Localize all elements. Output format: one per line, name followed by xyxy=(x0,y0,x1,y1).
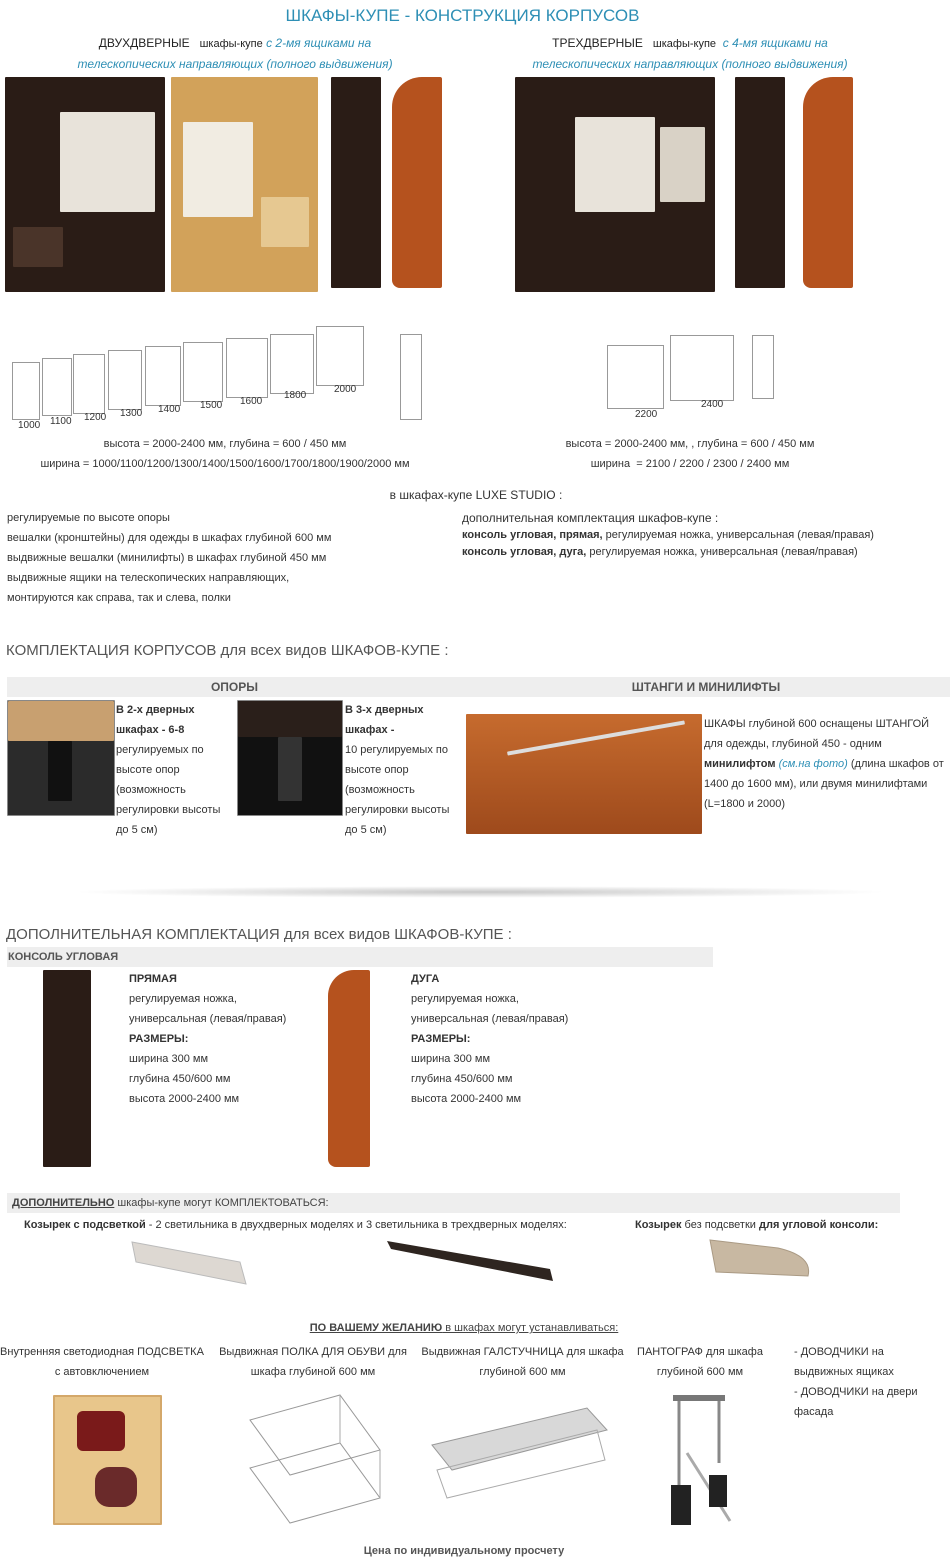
see-photo-link[interactable]: (см.на фото) xyxy=(778,758,848,770)
sketch-label: 1800 xyxy=(284,390,307,401)
two-door-sketches xyxy=(8,320,438,430)
rods-line: (длина шкафов от xyxy=(850,758,944,770)
extra-straight-desc: регулируемая ножка, универсальная (левая/правая) xyxy=(602,529,874,541)
straight-console-image xyxy=(43,970,91,1167)
straight-title: ПРЯМАЯ xyxy=(129,973,177,985)
supports-three-door xyxy=(345,700,463,840)
supports-two-door-line: шкафах - 6-8 xyxy=(116,724,185,736)
visor-unlit-name: Козырек xyxy=(635,1219,682,1231)
visor-unlit-desc: без подсветки xyxy=(681,1219,759,1231)
option-led-line: Внутренняя светодиодная ПОДСВЕТКА xyxy=(0,1346,204,1358)
three-door-sketches xyxy=(605,325,805,420)
two-door-type: шкафы-купе xyxy=(199,38,263,50)
sketch-label: 1400 xyxy=(158,404,181,415)
two-door-wardrobe-photo xyxy=(5,77,165,292)
option-pantograph-caption xyxy=(632,1342,768,1382)
two-door-rails: телескопических направляющих (полного выдвижения) xyxy=(77,57,393,71)
supports-three-door-line: (возможность xyxy=(345,784,415,796)
option-tie-caption xyxy=(420,1342,625,1382)
section-additional-equipment: ДОПОЛНИТЕЛЬНАЯ КОМПЛЕКТАЦИЯ для всех видов ШКАФОВ-КУПЕ : xyxy=(6,926,512,943)
extra-equipment-heading: дополнительная комплектация шкафов-купе : xyxy=(462,511,719,525)
option-led-line: с автовключением xyxy=(54,1366,150,1378)
three-door-wardrobe-photo xyxy=(515,77,715,292)
visor-lit-caption xyxy=(24,1215,584,1235)
sketch-label: 1000 xyxy=(18,420,41,431)
supports-two-door-line: до 5 см) xyxy=(116,824,158,836)
led-lighting-image xyxy=(53,1395,162,1525)
option-tie-line: Выдвижная ГАЛСТУЧНИЦА для шкафа xyxy=(421,1346,624,1358)
straight-console-info xyxy=(129,969,319,1109)
minilift-word: минилифтом xyxy=(704,758,776,770)
rods-header: ШТАНГИ И МИНИЛИФТЫ xyxy=(462,677,950,697)
supports-two-door-line: высоте опор xyxy=(116,764,180,776)
wish-text: в шкафах могут устанавливаться: xyxy=(442,1322,619,1334)
straight-console-photo xyxy=(331,77,381,288)
two-door-wardrobe-open-photo xyxy=(171,77,318,292)
supports-two-door-line: В 2-х дверных xyxy=(116,704,195,716)
supports-two-door-line: (возможность xyxy=(116,784,186,796)
arc-console-image xyxy=(328,970,370,1167)
three-door-drawers: с 4-мя ящиками на xyxy=(722,36,828,50)
extra-arc-desc: регулируемая ножка, универсальная (левая/правая) xyxy=(586,546,858,558)
straight-height: высота 2000-2400 мм xyxy=(129,1093,240,1105)
price-note: Цена по индивидуальному просчету xyxy=(363,1545,565,1557)
three-door-rails: телескопических направляющих (полного выдвижения) xyxy=(532,57,848,71)
three-door-dims xyxy=(540,434,840,474)
rods-line: 1400 до 1600 мм), или двумя минилифтами xyxy=(704,778,928,790)
section-body-equipment: КОМПЛЕКТАЦИЯ КОРПУСОВ для всех видов ШКАФОВ-КУПЕ : xyxy=(6,642,449,659)
straight-detail: универсальная (левая/правая) xyxy=(129,1013,287,1025)
sketch-label: 1600 xyxy=(240,396,263,407)
option-led-caption xyxy=(0,1342,204,1382)
luxe-studio-heading: в шкафах-купе LUXE STUDIO : xyxy=(389,488,563,502)
visor-dark-image xyxy=(385,1235,557,1285)
sketch-label: 2200 xyxy=(635,409,658,420)
two-door-widths: ширина = 1000/1100/1200/1300/1400/1500/1600/1700/1800/1900/2000 мм xyxy=(40,458,410,470)
closers-list xyxy=(794,1342,944,1422)
sketch-label: 1300 xyxy=(120,408,143,419)
sketch-label: 1200 xyxy=(84,412,107,423)
two-door-label: ДВУХДВЕРНЫЕ xyxy=(98,36,190,50)
three-door-width-label: ширина xyxy=(590,458,631,470)
arc-console-info xyxy=(411,969,601,1109)
arc-console-photo xyxy=(392,77,442,288)
features-list xyxy=(7,508,447,608)
two-door-height-depth: высота = 2000-2400 мм, глубина = 600 / 450 мм xyxy=(103,438,347,450)
closers-line: выдвижных ящиках xyxy=(794,1366,894,1378)
straight-detail: регулируемая ножка, xyxy=(129,993,237,1005)
arc-detail: универсальная (левая/правая) xyxy=(411,1013,569,1025)
arc-title: ДУГА xyxy=(411,973,440,985)
arc-width: ширина 300 мм xyxy=(411,1053,491,1065)
three-door-height-depth: высота = 2000-2400 мм, , глубина = 600 / 450 мм xyxy=(565,438,815,450)
feature-item: монтируются как справа, так и слева, полки xyxy=(7,592,231,604)
supports-header: ОПОРЫ xyxy=(7,677,462,697)
feature-item: выдвижные ящики на телескопических направляющих, xyxy=(7,572,290,584)
extra-straight-name: консоль угловая, прямая, xyxy=(462,529,603,541)
supports-three-door-line: шкафах - xyxy=(345,724,395,736)
feature-item: выдвижные вешалки (минилифты) в шкафах глубиной 450 мм xyxy=(7,552,327,564)
two-door-header xyxy=(40,33,430,74)
option-shoe-line: шкафа глубиной 600 мм xyxy=(250,1366,376,1378)
arc-sizes-label: РАЗМЕРЫ: xyxy=(411,1033,471,1045)
straight-sizes-label: РАЗМЕРЫ: xyxy=(129,1033,189,1045)
page-title: ШКАФЫ-КУПЕ - КОНСТРУКЦИЯ КОРПУСОВ xyxy=(285,6,640,25)
straight-console-photo-2 xyxy=(735,77,785,288)
rods-line: (L=1800 и 2000) xyxy=(704,798,786,810)
supports-two-door xyxy=(116,700,234,840)
three-door-header xyxy=(500,33,880,74)
arc-console-photo-2 xyxy=(803,77,853,288)
arc-height: высота 2000-2400 мм xyxy=(411,1093,522,1105)
rods-line: для одежды, глубиной 450 - одним xyxy=(704,738,882,750)
two-door-drawers: с 2-мя ящиками на xyxy=(266,36,372,50)
three-door-widths: = 2100 / 2200 / 2300 / 2400 мм xyxy=(636,458,790,470)
corner-visor-image xyxy=(708,1236,818,1286)
pantograph-image xyxy=(665,1393,745,1528)
wish-heading xyxy=(0,1322,928,1334)
option-tie-line: глубиной 600 мм xyxy=(479,1366,566,1378)
closers-line: фасада xyxy=(794,1406,834,1418)
straight-width: ширина 300 мм xyxy=(129,1053,209,1065)
option-shoe-line: Выдвижная ПОЛКА ДЛЯ ОБУВИ для xyxy=(219,1346,407,1358)
rods-line: ШКАФЫ глубиной 600 оснащены ШТАНГОЙ xyxy=(704,718,930,730)
closers-line: - ДОВОДЧИКИ на двери xyxy=(794,1386,918,1398)
two-door-dims xyxy=(0,434,450,474)
supports-three-door-line: В 3-х дверных xyxy=(345,704,424,716)
supports-three-door-line: 10 регулируемых по xyxy=(345,744,448,756)
three-door-type: шкафы-купе xyxy=(652,38,717,50)
visor-light-image xyxy=(130,1232,250,1287)
feature-item: регулируемые по высоте опоры xyxy=(7,512,170,524)
console-bar: КОНСОЛЬ УГЛОВАЯ xyxy=(7,947,713,967)
visor-unlit-target: для угловой консоли: xyxy=(758,1219,879,1231)
visor-lit-desc: - 2 светильника в двухдверных моделях и 3 светильника в трехдверных моделях: xyxy=(145,1219,567,1231)
feature-item: вешалки (кронштейны) для одежды в шкафах глубиной 600 мм xyxy=(7,532,332,544)
option-pantograph-line: ПАНТОГРАФ для шкафа xyxy=(637,1346,763,1358)
straight-depth: глубина 450/600 мм xyxy=(129,1073,231,1085)
tie-rack-image xyxy=(427,1400,622,1500)
wish-bold: ПО ВАШЕМУ ЖЕЛАНИЮ xyxy=(309,1322,443,1334)
supports-three-door-line: высоте опор xyxy=(345,764,409,776)
section-divider xyxy=(70,886,890,898)
option-shoe-caption xyxy=(216,1342,410,1382)
sketch-label: 2000 xyxy=(334,384,357,395)
supports-three-door-line: до 5 см) xyxy=(345,824,387,836)
rods-description xyxy=(704,714,949,814)
support-leg-photo-1 xyxy=(7,700,115,816)
closers-line: - ДОВОДЧИКИ на xyxy=(794,1346,884,1358)
shoe-shelf-image xyxy=(240,1390,390,1530)
extra-bar-text: шкафы-купе могут КОМПЛЕКТОВАТЬСЯ: xyxy=(114,1197,329,1209)
supports-two-door-line: регулируемых по xyxy=(116,744,204,756)
three-door-label: ТРЕХДВЕРНЫЕ xyxy=(552,36,643,50)
supports-three-door-line: регулировки высоты xyxy=(345,804,450,816)
arc-depth: глубина 450/600 мм xyxy=(411,1073,513,1085)
extra-equipment xyxy=(462,510,942,561)
clothes-rod-photo xyxy=(466,714,702,834)
visor-unlit-caption xyxy=(635,1215,935,1235)
extra-bar xyxy=(7,1193,900,1213)
visor-lit-name: Козырек с подсветкой xyxy=(24,1219,146,1231)
support-leg-photo-2 xyxy=(237,700,343,816)
extra-bar-bold: ДОПОЛНИТЕЛЬНО xyxy=(12,1197,115,1209)
sketch-label: 2400 xyxy=(701,399,724,410)
arc-detail: регулируемая ножка, xyxy=(411,993,519,1005)
option-pantograph-line: глубиной 600 мм xyxy=(656,1366,744,1378)
sketch-label: 1100 xyxy=(50,416,72,427)
extra-arc-name: консоль угловая, дуга, xyxy=(462,546,587,558)
sketch-label: 1500 xyxy=(200,400,223,411)
supports-two-door-line: регулировки высоты xyxy=(116,804,221,816)
